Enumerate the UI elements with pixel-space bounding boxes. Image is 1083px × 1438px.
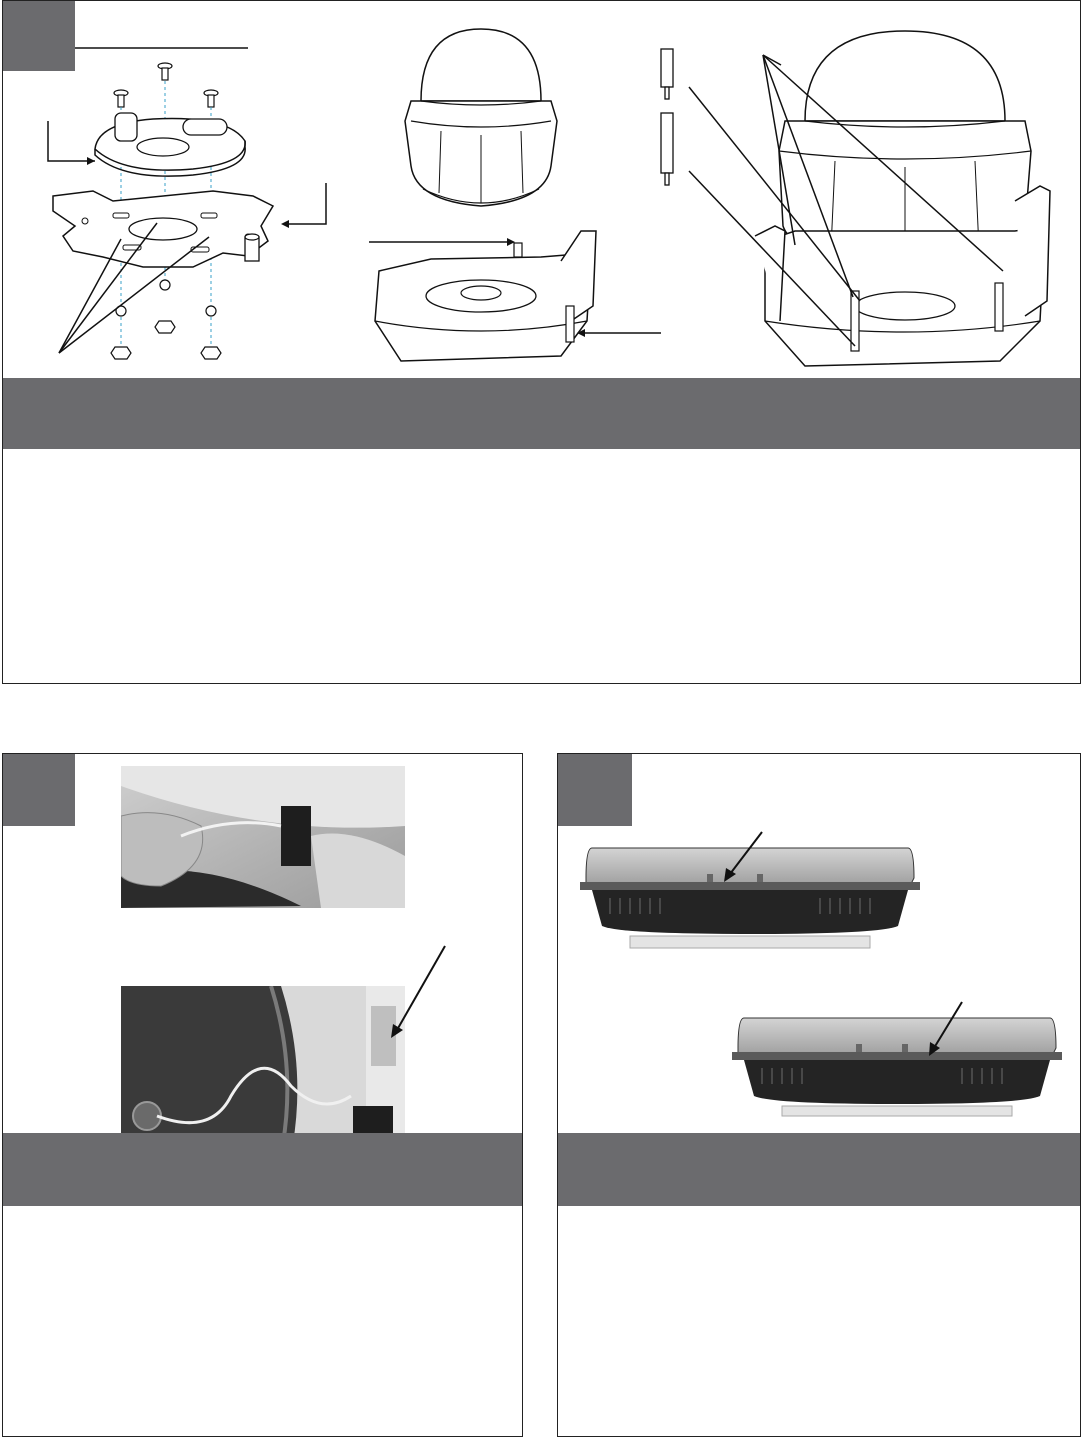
- step-instructions: [3, 1206, 522, 1436]
- step-number-tab: [3, 754, 75, 826]
- dome-and-base-diagram: [361, 21, 661, 376]
- housing-rotated-view-diagram: [732, 1012, 1062, 1122]
- step-number-tab: [558, 754, 632, 826]
- step-instructions: [558, 1206, 1080, 1436]
- wire-connector-photo: [121, 766, 405, 908]
- callout-arrow: [924, 998, 968, 1058]
- step-caption-bar: [3, 1133, 522, 1206]
- callout-arrow: [718, 828, 768, 884]
- assembled-dome-diagram: [655, 21, 1065, 376]
- bottom-left-step-panel: [2, 753, 523, 1437]
- mounting-plate-exploded-diagram: [23, 41, 343, 371]
- step-caption-bar: [558, 1133, 1080, 1206]
- step-instructions: [3, 449, 1080, 683]
- bottom-right-step-panel: [557, 753, 1081, 1437]
- callout-arrow: [383, 942, 453, 1042]
- step-caption-bar: [3, 378, 1080, 449]
- top-step-panel: [2, 0, 1081, 684]
